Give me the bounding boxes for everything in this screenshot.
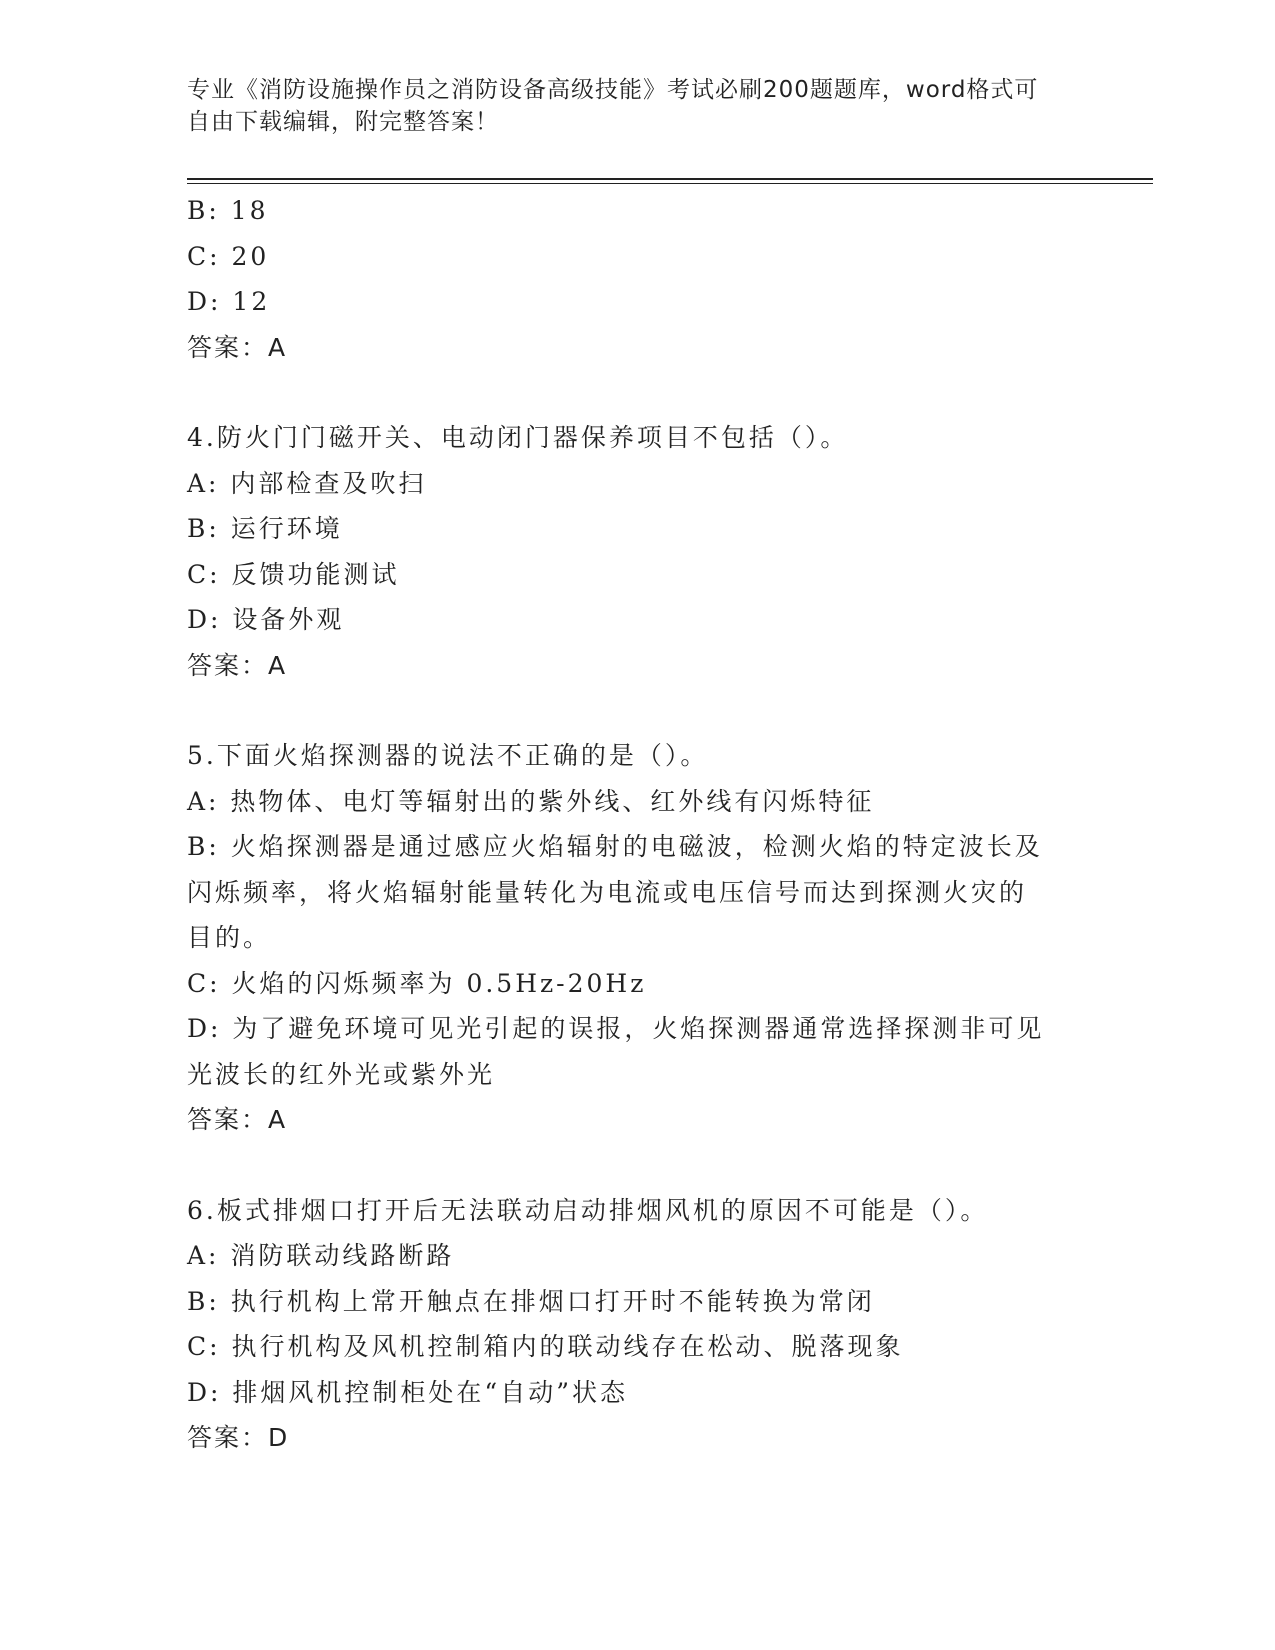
q4-option-a: A: 内部检查及吹扫 xyxy=(187,468,427,498)
q5-option-b-line-1: B: 火焰探测器是通过感应火焰辐射的电磁波，检测火焰的特定波长及 xyxy=(187,832,1043,861)
header-line-2: 自由下载编辑，附完整答案！ xyxy=(187,109,499,135)
q6-option-a: A: 消防联动线路断路 xyxy=(187,1241,455,1270)
q3-option-b: B: 18 xyxy=(187,196,269,225)
document-header xyxy=(187,74,1067,138)
q6-answer: 答案：D xyxy=(187,1423,290,1452)
question-3-block xyxy=(187,188,1087,370)
q4-question: 4.防火门门磁开关、电动闭门器保养项目不包括（）。 xyxy=(187,423,849,452)
header-rule-thin xyxy=(187,183,1153,184)
q5-option-a: A: 热物体、电灯等辐射出的紫外线、红外线有闪烁特征 xyxy=(187,786,875,816)
question-6-block xyxy=(187,1188,1087,1461)
spacer xyxy=(187,688,1087,733)
q4-option-b: B: 运行环境 xyxy=(187,514,343,543)
q4-option-d: D: 设备外观 xyxy=(187,605,345,634)
q5-option-b-line-2: 闪烁频率，将火焰辐射能量转化为电流或电压信号而达到探测火灾的 xyxy=(187,877,1028,907)
q5-option-d-line-2: 光波长的红外光或紫外光 xyxy=(187,1059,496,1089)
q5-answer: 答案：A xyxy=(187,1105,288,1134)
q6-option-c: C: 执行机构及风机控制箱内的联动线存在松动、脱落现象 xyxy=(187,1332,904,1361)
question-4-block xyxy=(187,415,1087,688)
q6-option-b: B: 执行机构上常开触点在排烟口打开时不能转换为常闭 xyxy=(187,1286,875,1316)
q3-option-d: D: 12 xyxy=(187,287,271,316)
q5-option-d-line-1: D: 为了避免环境可见光引起的误报，火焰探测器通常选择探测非可见 xyxy=(187,1014,1045,1043)
q5-option-b-line-3: 目的。 xyxy=(187,923,272,952)
q5-option-c: C: 火焰的闪烁频率为 0.5Hz-20Hz xyxy=(187,968,647,998)
header-rule-thick xyxy=(187,178,1153,180)
q5-question: 5.下面火焰探测器的说法不正确的是（）。 xyxy=(187,741,709,770)
spacer xyxy=(187,1143,1087,1188)
question-content xyxy=(187,188,1087,1461)
q6-option-d: D: 排烟风机控制柜处在“自动”状态 xyxy=(187,1377,628,1407)
spacer xyxy=(187,370,1087,415)
question-5-block xyxy=(187,733,1087,1143)
q3-answer: 答案：A xyxy=(187,332,288,362)
q3-option-c: C: 20 xyxy=(187,241,270,271)
q6-question: 6.板式排烟口打开后无法联动启动排烟风机的原因不可能是（）。 xyxy=(187,1195,989,1225)
header-line-1: 专业《消防设施操作员之消防设备高级技能》考试必刷200题题库，word格式可 xyxy=(187,77,1039,103)
q4-answer: 答案：A xyxy=(187,650,288,680)
q4-option-c: C: 反馈功能测试 xyxy=(187,559,400,589)
